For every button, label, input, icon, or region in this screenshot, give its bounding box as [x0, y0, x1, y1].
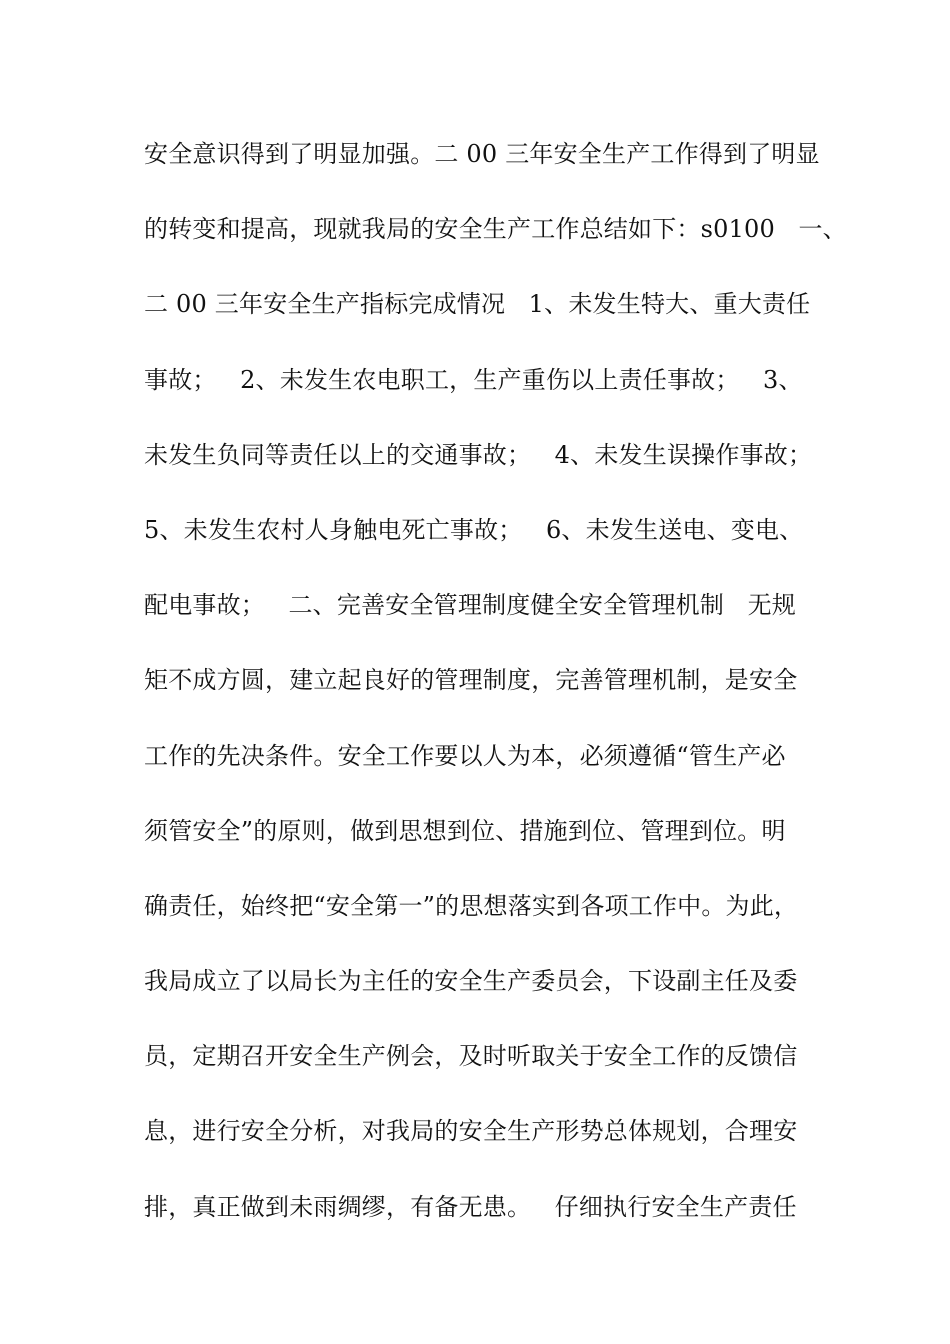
text-line: 员，定期召开安全生产例会，及时听取关于安全工作的反馈信: [144, 1042, 798, 1071]
text-line: 配电事故； 二、完善安全管理制度健全安全管理机制 无规: [144, 591, 796, 620]
text-line: 安全意识得到了明显加强。二 00 三年安全生产工作得到了明显: [144, 140, 820, 168]
text-line: 工作的先决条件。安全工作要以人为本，必须遵循“管生产必: [144, 741, 786, 770]
text-line: 事故； 2、未发生农电职工，生产重伤以上责任事故； 3、: [144, 365, 803, 394]
text-line: 息，进行安全分析，对我局的安全生产形势总体规划，合理安: [144, 1117, 798, 1146]
text-line: 确责任，始终把“安全第一”的思想落实到各项工作中。为此，: [144, 891, 799, 920]
text-line: 的转变和提高，现就我局的安全生产工作总结如下：s0100 一、: [144, 215, 847, 244]
text-line: 矩不成方圆，建立起良好的管理制度，完善管理机制，是安全: [144, 666, 798, 695]
text-line: 5、未发生农村人身触电死亡事故； 6、未发生送电、变电、: [144, 515, 804, 544]
text-line: 未发生负同等责任以上的交通事故； 4、未发生误操作事故；: [144, 440, 813, 469]
text-line: 排，真正做到未雨绸缪，有备无患。 仔细执行安全生产责任: [144, 1192, 797, 1221]
body-text: [144, 134, 847, 1262]
text-line: 二 00 三年安全生产指标完成情况 1、未发生特大、重大责任: [144, 290, 811, 319]
text-line: 我局成立了以局长为主任的安全生产委员会，下设副主任及委: [144, 967, 798, 996]
text-line: 须管安全”的原则，做到思想到位、措施到位、管理到位。明: [144, 816, 786, 845]
